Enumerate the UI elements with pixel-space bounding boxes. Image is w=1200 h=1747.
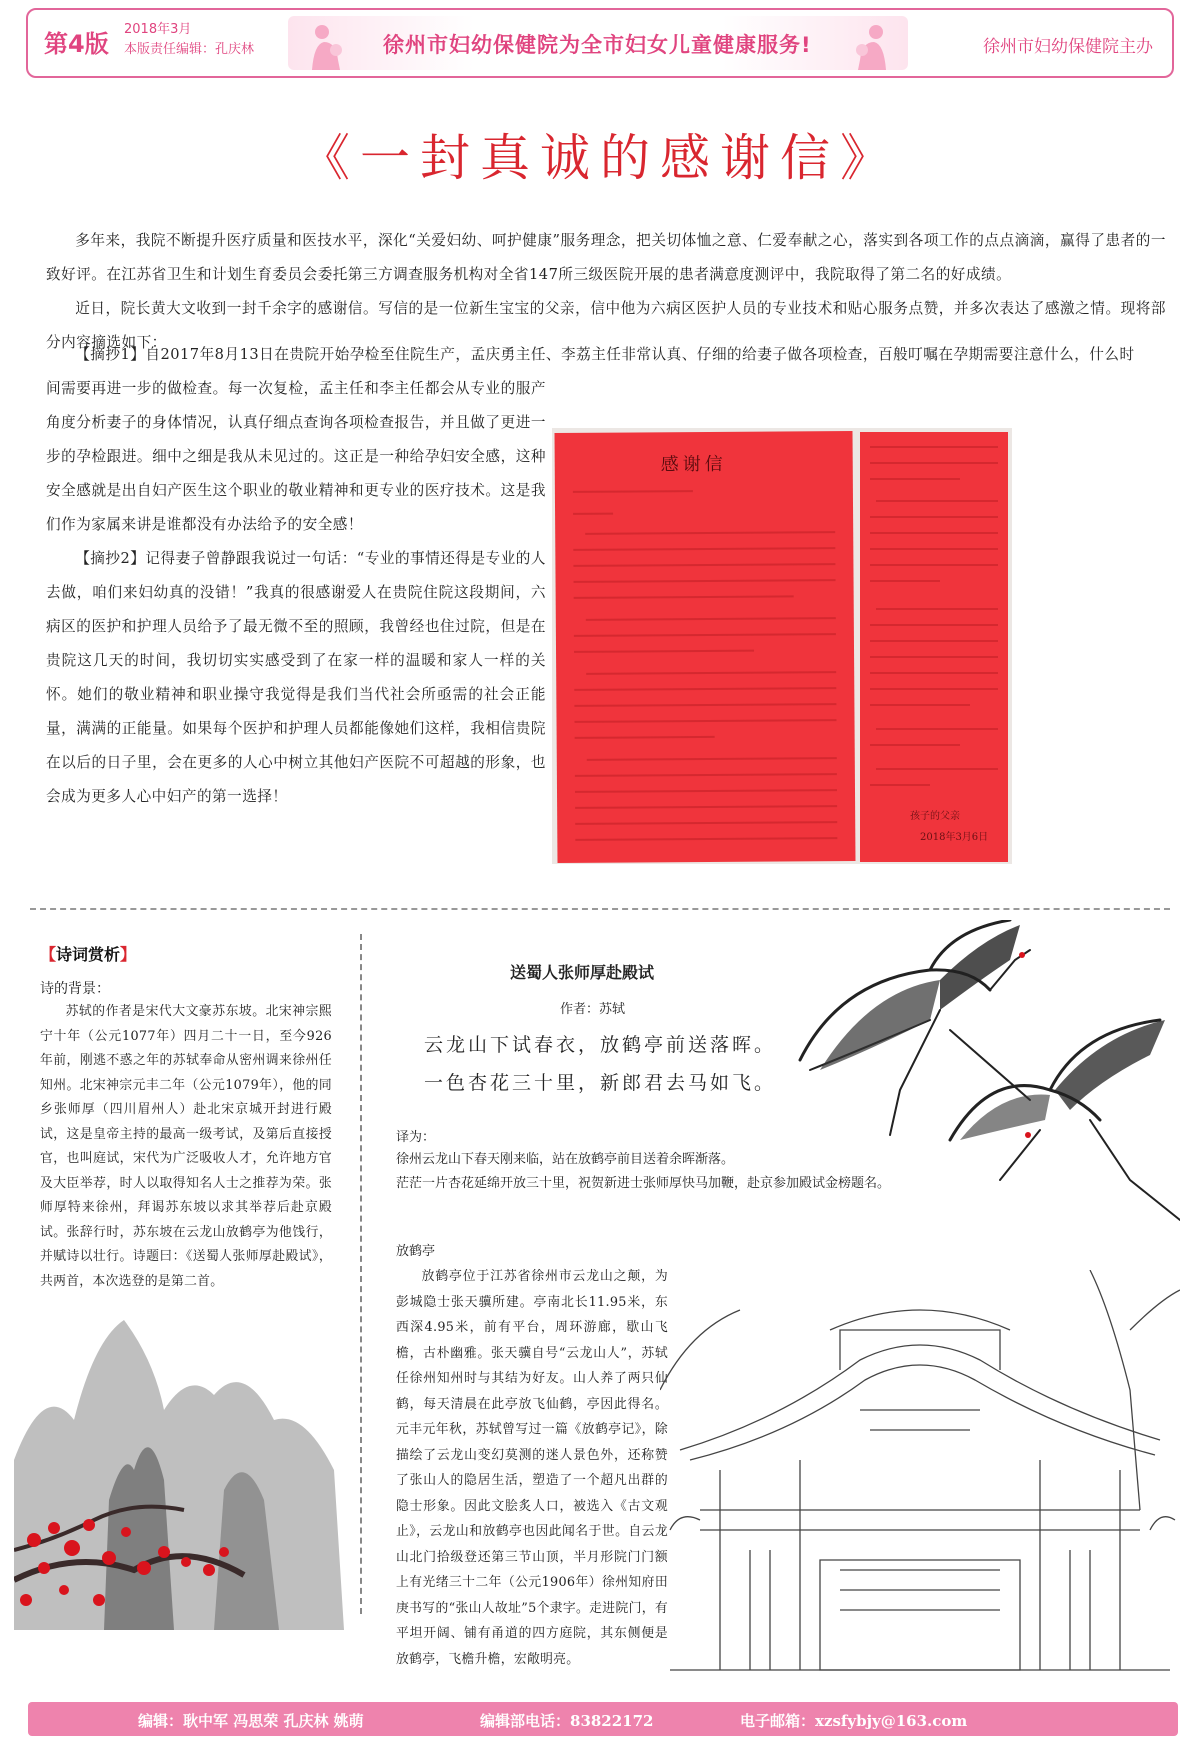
letter-page-1: [555, 431, 856, 863]
slogan-text: 徐州市妇幼保健院为全市妇女儿童健康服务!: [383, 33, 812, 57]
excerpt-1-head-text: 自2017年8月13日在贵院开始孕检至住院生产，孟庆勇主任、李荔主任非常认真、仔细的给妻子做各项检查，百般叮嘱在孕期需要注意什么，什么时: [145, 346, 1135, 363]
mother-baby-icon: [306, 20, 350, 72]
mother-baby-icon: [848, 20, 892, 72]
intro-paragraph-2: 近日，院长黄大文收到一封千余字的感谢信。写信的是一位新生宝宝的父亲，信中他为六病区医护人员的专业技术和贴心服务点赞，并多次表达了感激之情。现将部分内容摘选如下：: [46, 300, 1166, 351]
poem-line-2: 一色杏花三十里，新郎君去马如飞。: [424, 1072, 777, 1094]
background-text-block: [40, 1000, 332, 1294]
poem-title: 送蜀人张师厚赴殿试: [510, 963, 655, 982]
intro-paragraph-1: 多年来，我院不断提升医疗质量和医技水平，深化“关爱妇幼、呵护健康”服务理念，把关切体恤之意、仁爱奉献之心，落实到各项工作的点点滴滴，赢得了患者的一致好评。在江苏省卫生和计划生育委员会委托第三方调查服务机构对全省147所三级医院开展的患者满意度测评中，我院取得了第二名的好成绩。: [46, 232, 1166, 283]
section-label: 【诗词赏析】: [40, 945, 137, 964]
translation-line-2: 茫茫一片杏花延绵开放三十里，祝贺新进士张师厚快马加鞭，赴京参加殿试金榜题名。: [396, 1176, 891, 1191]
pavilion-sketch: [660, 1270, 1180, 1690]
excerpt-1-body: 间需要再进一步的做检查。每一次复检，孟主任和李主任都会从专业的服产角度分析妻子的身体情况，认真仔细点查询各项检查报告，并且做了更进一步的孕检跟进。细中之细是我从未见过的。这正是一种给孕妇安全感，这种安全感就是出自妇产医生这个职业的敬业精神和更专业的医疗技术。这是我们作为家属来讲是谁都没有办法给予的安全感！: [46, 380, 546, 533]
excerpt-1-head: [46, 338, 1166, 372]
poem-author: 作者：苏轼: [560, 1002, 626, 1017]
page-header: [26, 8, 1174, 78]
poem-line-1: 云龙山下试春衣，放鹤亭前送落晖。: [424, 1034, 777, 1056]
letter-date: 2018年3月6日: [920, 832, 989, 843]
letter-heading: 感谢信: [660, 453, 727, 476]
page-footer: [28, 1702, 1178, 1736]
edition-label: 第4版: [44, 30, 109, 58]
footer-email: 电子邮箱：xzsfybjy@163.com: [740, 1712, 968, 1730]
host-organization: 徐州市妇幼保健院主办: [983, 37, 1153, 57]
pavilion-text-block: [396, 1264, 668, 1672]
pavilion-heading: 放鹤亭: [396, 1244, 436, 1259]
excerpt-2: [46, 542, 546, 814]
pavilion-text: 放鹤亭位于江苏省徐州市云龙山之颠，为彭城隐士张天骥所建。亭南北长11.95米，东西深4.95米，前有平台，周环游廊，歇山飞檐，古朴幽雅。张天骥自号“云龙山人”，苏轼任徐州知州时与其结为好友。山人养了两只仙鹤，每天清晨在此亭放飞仙鹤，亭因此得名。元丰元年秋，苏轼曾写过一篇《放鹤亭记》，除描绘了云龙山变幻莫测的迷人景色外，还称赞了张山人的隐居生活，塑造了一个超凡出群的隐士形象。因此文脍炙人口，被选入《古文观止》，云龙山和放鹤亭也因此闻名于世。自云龙山北门拾级登还第三节山顶，半月形院门门额上有光绪三十二年（公元1906年）徐州知府田庚书写的“张山人故址”5个隶字。走进院门，有平坦开阔、铺有甬道的四方庭院，其东侧便是放鹤亭，飞檐升檐，宏敞明亮。: [396, 1269, 668, 1667]
letter-signature: 孩子的父亲: [910, 811, 960, 822]
footer-phone: 编辑部电话：83822172: [480, 1712, 654, 1730]
excerpt-2-text: 记得妻子曾静跟我说过一句话：“专业的事情还得是专业的人去做，咱们来妇幼真的没错！”我真的很感谢爱人在贵院住院这段期间，六病区的医护和护理人员给予了最无微不至的照顾，我曾经也住过院，但是在贵院这几天的时间，我切切实实感受到了在家一样的温暖和家人一样的关怀。她们的敬业精神和职业操守我觉得是我们当代社会所亟需的社会正能量，满满的正能量。如果每个医护和护理人员都能像她们这样，我相信贵院在以后的日子里，会在更多的人心中树立其他妇产医院不可超越的形象，也会成为更多人心中妇产的第一选择！: [46, 550, 546, 805]
article-title: 《一封真诚的感谢信》: [300, 129, 900, 187]
background-heading: 诗的背景：: [40, 981, 110, 997]
cranes-painting: [780, 920, 1180, 1240]
column-divider: [360, 934, 362, 1614]
responsible-editor: 本版责任编辑：孔庆林: [124, 42, 255, 57]
excerpt-column: [46, 372, 546, 814]
excerpt-1-label: 【摘抄1】: [75, 346, 146, 363]
excerpt-2-label: 【摘抄2】: [75, 550, 146, 567]
background-text: 苏轼的作者是宋代大文豪苏东坡。北宋神宗熙宁十年（公元1077年）四月二十一日，至今926年前，刚逃不惑之年的苏轼奉命从密州调来徐州任知州。北宋神宗元丰二年（公元1079年），他的同乡张师厚（四川眉州人）赴北宋京城开封进行殿试，这是皇帝主持的最高一级考试，及第后直接授官，也叫庭试，宋代为广泛吸收人才，允许地方官及大臣举荐，时人以取得知名人士之推荐为荣。张师厚特来徐州，拜谒苏东坡以求其举荐后赴京殿试。张辞行时，苏东坡在云龙山放鹤亭为他饯行，并赋诗以壮行。诗题曰：《送蜀人张师厚赴殿试》，共两首，本次选登的是第二首。: [40, 1004, 332, 1289]
footer-editors: 编辑：耿中军 冯思荣 孔庆林 姚萌: [138, 1712, 364, 1730]
letter-page-2: [860, 432, 1008, 862]
issue-date: 2018年3月: [124, 22, 192, 37]
translation-heading: 译为：: [396, 1130, 436, 1145]
ink-mountain-plum-painting: [14, 1300, 344, 1630]
section-divider: [30, 908, 1170, 910]
edition-meta: [124, 20, 254, 60]
translation-line-1: 徐州云龙山下春天刚来临，站在放鹤亭前目送着余晖渐落。: [396, 1152, 735, 1167]
